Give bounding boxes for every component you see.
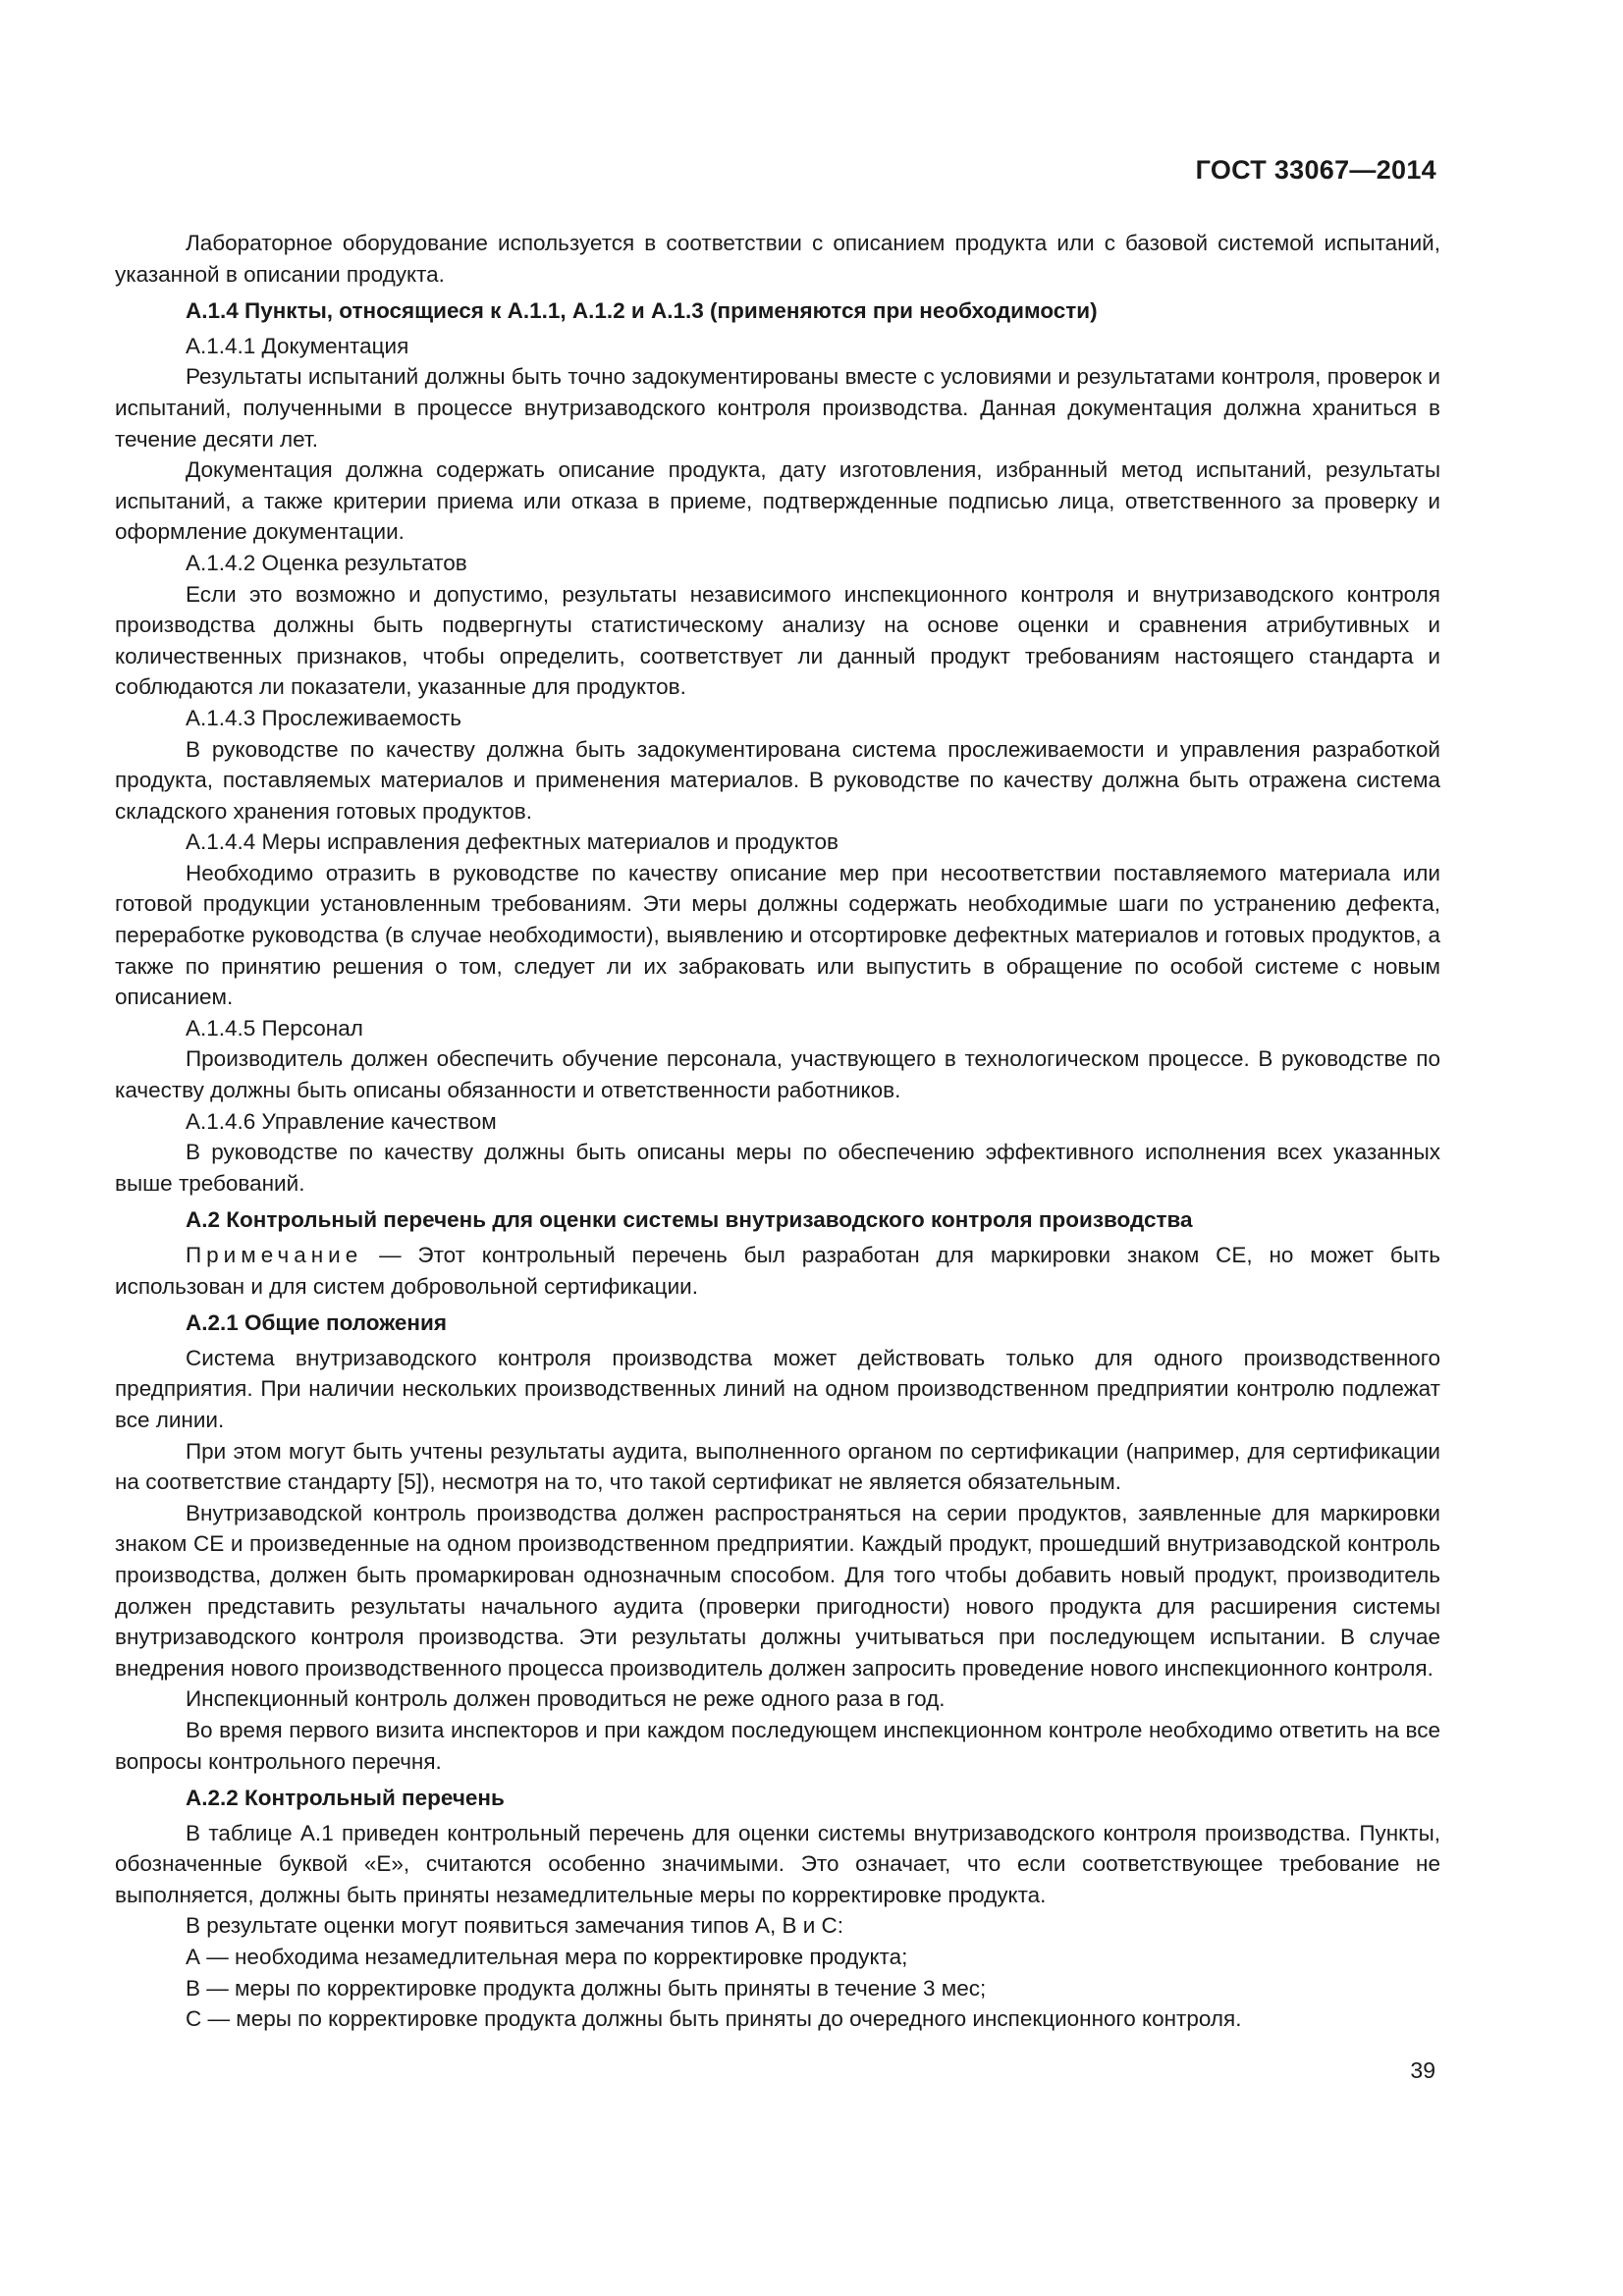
a141-paragraph-1: Результаты испытаний должны быть точно задокументированы вместе с условиями и результатами контроля, проверок и испытаний, полученными в процессе внутризаводского контроля производства. Данная документация должна храниться в течение десяти лет. (115, 364, 1440, 452)
remark-type-c: С — меры по корректировке продукта должны быть приняты до очередного инспекционного контроля. (186, 2006, 1242, 2032)
note-label: Примечание (186, 1243, 363, 1267)
a142-paragraph-1: Если это возможно и допустимо, результаты независимого инспекционного контроля и внутризаводского контроля производства должны быть подвергнуты статистическому анализу на основе оценки и сравнения атрибутивных и количественных признаков, чтобы определить, соответствует ли данный продукт требованиям настоящего стандарта и соблюдаются ли показатели, указанные для продуктов. (115, 581, 1440, 700)
subsection-a22-heading: А.2.2 Контрольный перечень (186, 1786, 505, 1811)
section-a2-heading: А.2 Контрольный перечень для оценки системы внутризаводского контроля производства (186, 1207, 1193, 1233)
a21-paragraph-5: Во время первого визита инспекторов и при каждом последующем инспекционном контроле необходимо ответить на все вопросы контрольного перечня. (115, 1717, 1440, 1774)
subsection-a143-heading: А.1.4.3 Прослеживаемость (186, 705, 461, 730)
a22-paragraph-1: В таблице А.1 приведен контрольный перечень для оценки системы внутризаводского контроля производства. Пункты, обозначенные буквой «Е», считаются особенно значимыми. Это означает, что если соответствующее требование не выполняется, должны быть приняты незамедлительные меры по корректировке продукта. (115, 1820, 1440, 1907)
a144-paragraph-1: Необходимо отразить в руководстве по качеству описание мер при несоответствии поставляемого материала или готовой продукции установленным требованиям. Эти меры должны содержать необходимые шаги по устранению дефекта, переработке руководства (в случае необходимости), выявлению и отсортировке дефектных материалов и готовых продуктов, а также по принятию решения о том, следует ли их забраковать или выпустить в обращение по особой системе с новым описанием. (115, 860, 1440, 1010)
subsection-a141-heading: А.1.4.1 Документация (186, 333, 409, 358)
subsection-a142-heading: А.1.4.2 Оценка результатов (186, 550, 467, 575)
a22-paragraph-2: В результате оценки могут появиться замечания типов А, В и С: (186, 1913, 844, 1939)
subsection-a21-heading: А.2.1 Общие положения (186, 1310, 447, 1336)
a141-paragraph-2: Документация должна содержать описание продукта, дату изготовления, избранный метод испытаний, результаты испытаний, а также критерии приема или отказа в приеме, подтвержденные подписью лица, ответственного за проверку и оформление документации. (115, 457, 1440, 545)
remark-type-b: В — меры по корректировке продукта должны быть приняты в течение 3 мес; (186, 1975, 987, 2001)
page-content (115, 228, 1440, 2035)
intro-paragraph: Лабораторное оборудование используется в соответствии с описанием продукта или с базовой системой испытаний, указанной в описании продукта. (115, 231, 1440, 287)
standard-header: ГОСТ 33067—2014 (1195, 155, 1436, 185)
subsection-a145-heading: А.1.4.5 Персонал (186, 1015, 363, 1041)
a143-paragraph-1: В руководстве по качеству должна быть задокументирована система прослеживаемости и управления разработкой продукта, поставляемых материалов и применения материалов. В руководстве по качеству должна быть отражена система складского хранения готовых продуктов. (115, 736, 1440, 824)
a146-paragraph-1: В руководстве по качеству должны быть описаны меры по обеспечению эффективного исполнения всех указанных выше требований. (115, 1140, 1440, 1196)
subsection-a146-heading: А.1.4.6 Управление качеством (186, 1108, 497, 1134)
section-a14-heading: А.1.4 Пункты, относящиеся к А.1.1, А.1.2 и А.1.3 (применяются при необходимости) (186, 298, 1098, 324)
remark-type-a: А — необходима незамедлительная мера по корректировке продукта; (186, 1945, 908, 1970)
a145-paragraph-1: Производитель должен обеспечить обучение персонала, участвующего в технологическом процессе. В руководстве по качеству должны быть описаны обязанности и ответственности работников. (115, 1046, 1440, 1103)
note-paragraph (115, 1240, 1440, 1302)
note-text: — Этот контрольный перечень был разработан для маркировки знаком CE, но может быть использован и для систем добровольной сертификации. (115, 1243, 1440, 1299)
page-number: 39 (1410, 2057, 1435, 2083)
subsection-a144-heading: А.1.4.4 Меры исправления дефектных материалов и продуктов (186, 829, 839, 855)
a21-paragraph-2: При этом могут быть учтены результаты аудита, выполненного органом по сертификации (например, для сертификации на соответствие стандарту [5]), несмотря на то, что такой сертификат не является обязательным. (115, 1438, 1440, 1495)
a21-paragraph-3: Внутризаводской контроль производства должен распространяться на серии продуктов, заявленные для маркировки знаком CE и произведенные на одном производственном предприятии. Каждый продукт, прошедший внутризаводской контроль производства, должен быть промаркирован однозначным способом. Для того чтобы добавить новый продукт, производитель должен представить результаты начального аудита (проверки пригодности) нового продукта для расширения системы внутризаводского контроля производства. Эти результаты должны учитываться при последующем испытании. В случае внедрения нового производственного процесса производитель должен запросить проведение нового инспекционного контроля. (115, 1500, 1440, 1681)
a21-paragraph-4: Инспекционный контроль должен проводиться не реже одного раза в год. (186, 1686, 946, 1712)
a21-paragraph-1: Система внутризаводского контроля производства может действовать только для одного производственного предприятия. При наличии нескольких производственных линий на одном производственном предприятии контролю подлежат все линии. (115, 1345, 1440, 1432)
